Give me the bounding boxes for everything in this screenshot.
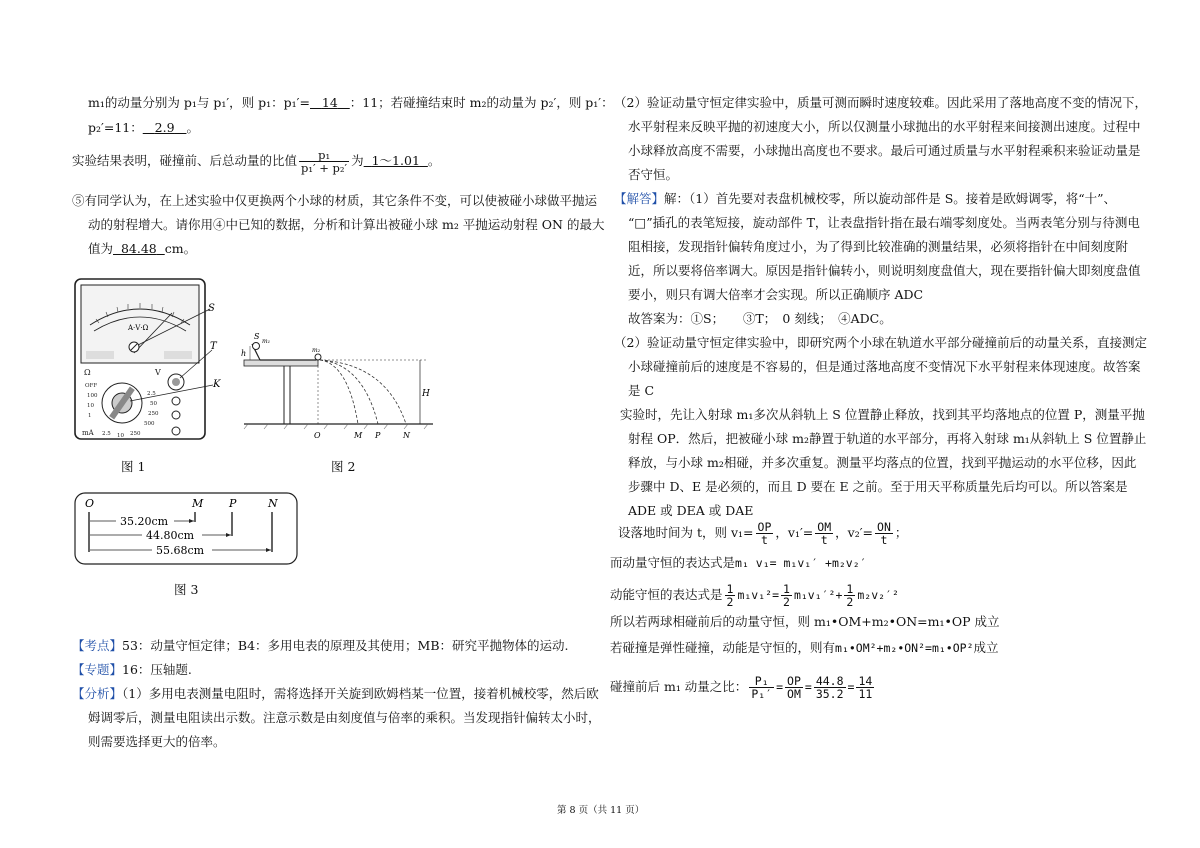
answer-blank: 1～1.01 <box>371 153 420 168</box>
fig3-label-n: N <box>268 497 278 510</box>
fig2-label-m: M <box>354 431 363 440</box>
fenxi-line-2: 姆调零后，测量电阻读出示数。注意示数是由刻度值与倍率的乘积。当发现指针偏转太小时， <box>88 710 601 725</box>
svg-text:100: 100 <box>87 393 98 399</box>
fig2-label-n: N <box>403 431 410 440</box>
svg-text:250: 250 <box>130 431 141 437</box>
fig1-label-k: K <box>213 379 221 390</box>
fig3-label-p: P <box>229 497 237 510</box>
fig3-label-m: M <box>192 497 204 510</box>
half-fraction: $\frac{1}{2}$ <box>726 582 734 609</box>
fig3-distance-on: 55.68cm <box>156 544 205 557</box>
figure-2-caption: 图 2 <box>331 459 356 474</box>
svg-text:250: 250 <box>148 411 159 417</box>
right-line-16: 释放，与小球 m₂相碰，并多次重复。测量平均落点的位置，找到平抛运动的水平位移，因此 <box>628 455 1137 470</box>
svg-text:500: 500 <box>144 421 155 427</box>
svg-text:mA: mA <box>82 429 94 437</box>
fig3-distance-op: 44.80cm <box>146 529 195 542</box>
svg-text:1: 1 <box>88 413 92 419</box>
left-line-4: ⑤有同学认为，在上述实验中仅更换两个小球的材质，其它条件不变，可以使被碰小球做平抛运 <box>72 193 598 208</box>
zhuanti-line: 【专题】16：压轴题. <box>72 662 192 677</box>
fig2-label-m2: m₂ <box>312 347 321 354</box>
svg-text:50: 50 <box>150 401 157 407</box>
fenxi-line-3: 则需要选择更大的倍率。 <box>88 734 226 749</box>
momentum-conservation-line: 而动量守恒的表达式是m₁ v₁= m₁v₁′ +m₂v₂′ <box>610 555 867 570</box>
fig2-label-p: P <box>375 431 381 440</box>
left-line-1 <box>88 95 614 111</box>
figure-1-multimeter <box>72 275 222 445</box>
velocity-definitions: 设落地时间为 t，则 v₁= $\frac{OP}{t}$ ，v₁′= $\frac{OM}{t}$ ，v₂′= $\frac{ON}{t}$ ； <box>618 520 908 547</box>
fig2-label-m1: m₁ <box>262 338 271 345</box>
left-line-3: 实验结果表明，碰撞前、后总动量的比值 $\frac{\text{p₁}}{\text{p₁′ + p₂′}}$ 为 1～1.01 。 <box>72 148 441 175</box>
text: m₁的动量分别为 p₁与 p₁′，则 p₁：p₁′= <box>88 95 310 110</box>
answer-blank: 2.9 <box>154 120 175 135</box>
figure-1-caption: 图 1 <box>121 459 146 474</box>
fraction-on-t: $\frac{ON}{t}$ <box>877 520 891 547</box>
figure-2-collision-apparatus <box>238 330 438 445</box>
fig2-label-big-h: H <box>422 389 430 399</box>
momentum-equation: m₁ v₁= m₁v₁′ +m₂v₂′ <box>735 556 867 570</box>
fig2-label-h: h <box>241 349 247 358</box>
half-fraction: $\frac{1}{2}$ <box>846 582 854 609</box>
momentum-ratio-fraction: $\frac{\text{p₁}}{\text{p₁′ + p₂′}}$ <box>301 148 348 175</box>
half-fraction: $\frac{1}{2}$ <box>783 582 790 609</box>
fraction-op-om: $\frac{OP}{OM}$ <box>787 674 801 701</box>
kaodian-tag: 【考点】 <box>72 638 123 653</box>
svg-text:2.5: 2.5 <box>147 391 156 397</box>
svg-text:10: 10 <box>87 403 94 409</box>
fraction-om-t: $\frac{OM}{t}$ <box>817 520 832 547</box>
right-line-2: 水平射程来反映平抛的初速度大小，所以仅测量小球抛出的水平射程来间接测出速度。过程中 <box>628 119 1141 134</box>
right-line-15: 射程 OP．然后，把被碰小球 m₂静置于轨道的水平部分，再将入射球 m₁从斜轨上 S 位置静止 <box>628 431 1147 446</box>
elastic-equation: m₁•OM²+m₂•ON²=m₁•OP² <box>835 641 974 655</box>
right-line-18: ADE 或 DEA 或 DAE <box>628 503 754 518</box>
fraction-result: $\frac{14}{11}$ <box>858 674 873 701</box>
page-footer: 第 8 页（共 11 页） <box>557 805 645 816</box>
svg-text:Ω: Ω <box>84 368 91 377</box>
zhuanti-tag: 【专题】 <box>72 662 123 677</box>
momentum-ratio-line: 碰撞前后 m₁ 动量之比： $\frac{\text{P₁}}{\text{P₁′}}$ = $\frac{OP}{OM}$ = $\frac{44.8}{35.2}$ = $\frac{14}{11}$ <box>610 674 873 701</box>
fraction-numeric: $\frac{44.8}{35.2}$ <box>815 674 844 701</box>
figure-3-distances <box>72 490 302 570</box>
right-line-5: 【解答】解：（1）首先要对表盘机械校零，所以旋动部件是 S。接着是欧姆调零，将“十”、 <box>614 191 1117 206</box>
elastic-collision-line: 若碰撞是弹性碰撞，动能是守恒的，则有m₁•OM²+m₂•ON²=m₁•OP²成立 <box>610 640 999 655</box>
fig1-label-s: S <box>208 303 215 314</box>
answer-blank: 14 <box>321 95 338 110</box>
svg-text:OFF: OFF <box>85 383 98 389</box>
fenxi-line-1: 【分析】（1）多用电表测量电阻时，需将选择开关旋到欧姆档某一位置，接着机械校零，然后欧 <box>72 686 599 701</box>
left-line-6: 值为 84.48 cm。 <box>88 241 197 256</box>
right-line-12: 小球碰撞前后的速度是不容易的，但是通过落地高度不变情况下水平射程来体现速度。故答案 <box>628 359 1141 374</box>
fenxi-tag: 【分析】 <box>72 686 123 701</box>
svg-text:10: 10 <box>117 433 124 439</box>
right-line-9: 要小，则只有调大倍率才会实现。所以正确顺序 ADC <box>628 287 924 302</box>
svg-text:2.5: 2.5 <box>102 431 111 437</box>
right-line-7: 阻相接，发现指针偏转角度过小，为了得到比较准确的测量结果，必须将指针在中间刻度附 <box>628 239 1129 254</box>
right-line-4: 否守恒。 <box>628 167 679 182</box>
svg-text:V: V <box>155 368 161 377</box>
right-line-10: 故答案为：①S； ③T； 0 刻线； ④ADC。 <box>628 311 892 326</box>
left-line-5: 动的射程增大。请你用④中已知的数据，分析和计算出被碰小球 m₂ 平抛运动射程 ON 的最大 <box>88 217 605 232</box>
fig3-label-o: O <box>85 497 95 510</box>
right-line-17: 步骤中 D、E 是必须的，而且 D 要在 E 之前。至于用天平称质量先后均可以。所以答案是 <box>628 479 1128 494</box>
figure-3-caption: 图 3 <box>174 582 199 597</box>
kaodian-line: 【考点】53：动量守恒定律；B4：多用电表的原理及其使用；MB：研究平抛物体的运动. <box>72 638 569 653</box>
fig1-label-t: T <box>210 341 217 352</box>
fig2-label-s: S <box>254 332 260 341</box>
left-line-2: p₂′=11： 2.9 。 <box>88 120 199 135</box>
answer-blank: 84.48 <box>120 241 157 256</box>
fraction-op-t: $\frac{OP}{t}$ <box>757 520 772 547</box>
right-line-14: 实验时，先让入射球 m₁多次从斜轨上 S 位置静止释放，找到其平均落地点的位置 P，测量平抛 <box>620 407 1145 422</box>
right-line-1: （2）验证动量守恒定律实验中，质量可测而瞬时速度较难。因此采用了落地高度不变的情况下， <box>614 95 1147 110</box>
right-line-3: 小球释放高度不需要，小球抛出高度也不要求。最后可通过质量与水平射程乘积来验证动量是 <box>628 143 1141 158</box>
right-line-22: 所以若两球相碰前后的动量守恒，则 m₁•OM+m₂•ON=m₁•OP 成立 <box>610 614 1000 629</box>
right-line-13: 是 C <box>628 383 655 398</box>
fig2-label-o: O <box>314 431 321 440</box>
jieda-tag: 【解答】 <box>614 191 665 206</box>
fig3-distance-om: 35.20cm <box>120 515 169 528</box>
text: ：11；若碰撞结束时 m₂的动量为 p₂′，则 p₁′： <box>349 95 614 110</box>
fraction-p1-p1prime: $\frac{\text{P₁}}{\text{P₁′}}$ <box>751 674 773 701</box>
right-line-8: 近，所以要将倍率调大。原因是指针偏转小，则说明刻度盘值大，现在要指针偏大即刻度盘值 <box>628 263 1141 278</box>
right-line-6: “□”插孔的表笔短接，旋动部件 T，让表盘指针指在最右端零刻度处。当两表笔分别与待测电 <box>628 215 1140 230</box>
energy-conservation-line: 动能守恒的表达式是 $\frac{1}{2}$ m₁v₁²= $\frac{1}{2}$ m₁v₁′²+ $\frac{1}{2}$ m₂v₂′² <box>610 582 899 609</box>
right-line-11: （2）验证动量守恒定律实验中，即研究两个小球在轨道水平部分碰撞前后的动量关系，直接测定 <box>614 335 1147 350</box>
fig1-scale-label: A·V·Ω <box>128 324 149 332</box>
